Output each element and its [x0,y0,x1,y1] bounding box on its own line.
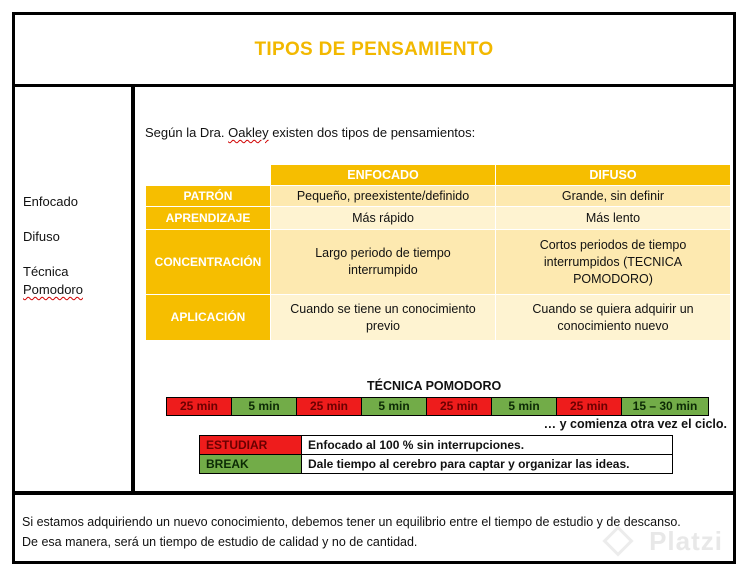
legend-key-break: BREAK [200,455,302,474]
legend-desc-break: Dale tiempo al cerebro para captar y organizar las ideas. [302,455,673,474]
segment-study: 25 min [167,398,232,415]
row-label: APRENDIZAJE [146,207,271,230]
pomodoro-title: TÉCNICA POMODORO [367,379,502,393]
cell-difuso: Más lento [496,207,731,230]
page-title: TIPOS DE PENSAMIENTO [254,38,494,60]
table-row [146,295,731,341]
header-enfocado: ENFOCADO [271,165,496,186]
cell-difuso: Grande, sin definir [496,186,731,207]
table-row [146,207,731,230]
header-blank [146,165,271,186]
segment-break: 5 min [492,398,557,415]
header-difuso: DIFUSO [496,165,731,186]
conclusion-line-2: De esa manera, será un tiempo de estudio de calidad y no de cantidad. [22,535,418,549]
intro-after: existen dos tipos de pensamientos: [268,125,476,140]
row-label: CONCENTRACIÓN [146,230,271,295]
cell-enfocado: Más rápido [271,207,496,230]
conclusion-section [15,495,733,561]
cell-difuso: Cuando se quiera adquirir un conocimiento nuevo [496,295,731,341]
segment-break: 5 min [362,398,427,415]
legend-row [200,436,673,455]
cell-enfocado: Largo periodo de tiempo interrumpido [271,230,496,295]
segment-study: 25 min [427,398,492,415]
topic-difuso: Difuso [23,229,60,244]
intro-text [145,125,475,140]
legend-key-study: ESTUDIAR [200,436,302,455]
topic-enfocado: Enfocado [23,194,78,209]
intro-before: Según la Dra. [145,125,229,140]
topic-pomodoro [23,263,83,299]
cell-difuso: Cortos periodos de tiempo interrumpidos (TECNICA POMODORO) [496,230,731,295]
topic-pomodoro-line2: Pomodoro [23,282,83,297]
legend-desc-study: Enfocado al 100 % sin interrupciones. [302,436,673,455]
cell-enfocado: Cuando se tiene un conocimiento previo [271,295,496,341]
table-row [146,230,731,295]
segment-break: 5 min [232,398,297,415]
segment-study: 25 min [557,398,622,415]
content-column [139,87,733,491]
topic-pomodoro-line1: Técnica [23,264,69,279]
intro-name: Oakley [228,125,269,140]
legend-row [200,455,673,474]
segment-long-break: 15 – 30 min [622,398,708,415]
conclusion-line-1: Si estamos adquiriendo un nuevo conocimiento, debemos tener un equilibrio entre el tiempo de estudio y de descanso. [22,515,681,529]
cell-enfocado: Pequeño, preexistente/definido [271,186,496,207]
pomodoro-timeline [166,397,709,416]
title-row [15,15,733,87]
row-label: PATRÓN [146,186,271,207]
topics-column [15,87,135,495]
table-row [146,186,731,207]
platzi-watermark: Platzi [649,526,723,556]
segment-study: 25 min [297,398,362,415]
comparison-table [145,164,731,341]
table-header-row [146,165,731,186]
row-label: APLICACIÓN [146,295,271,341]
cycle-note: … y comienza otra vez el ciclo. [543,417,727,431]
document-frame [12,12,736,564]
pomodoro-legend [199,435,673,474]
